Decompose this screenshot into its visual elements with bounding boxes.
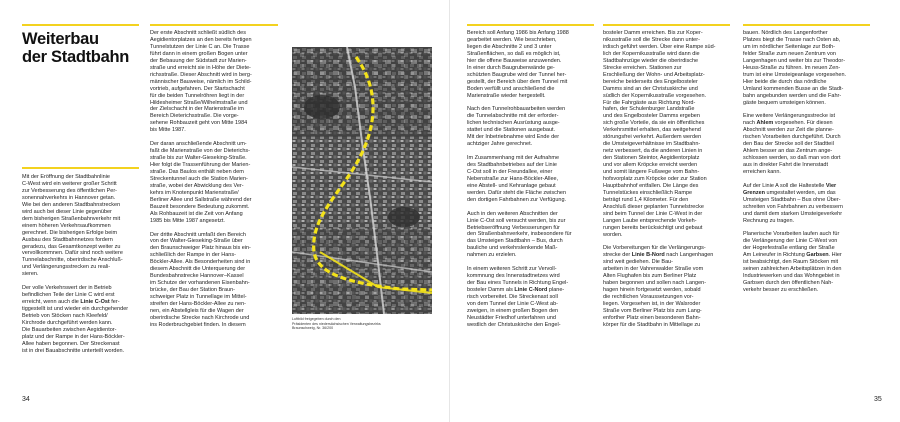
emphasis-text: Linie B-Nord <box>631 252 665 259</box>
right-column-2 <box>603 30 737 336</box>
paragraph: Auf der Linie A soll die Haltestelle Vier Grenzen umgestaltet werden, um das Umsteigen Stadtbahn – Bus ohne Über- schreiten von Fahrbahnen zu verbessern und damit dem starken Umsteigeverkehr Rechnung zu tragen. <box>743 182 843 224</box>
emphasis-text: Ahlem <box>756 120 774 127</box>
page-number-right: 35 <box>874 396 882 403</box>
page-number-left: 34 <box>22 396 30 403</box>
paragraph: Auch in den weiteren Abschnitten der Linie C-Ost soll versucht werden, bis zur Betriebseröffnung Verbesserungen für den Straßenbahnverkehr, insbesondere für das Umsteigen Stadtbahn – Bus, durch bauliche und verkehrslenkende Maß- nahmen zu erzielen. <box>467 210 572 259</box>
paragraph: Planerische Vorarbeiten laufen auch für die Verlängerung der Linie C-West von der Hogrefestraße entlang der Straße Am Leineufer in Richtung Garbsen. Hier ist beabsichtigt, den Raum Stöcken mit seinen zahlreichen Arbeitsplätzen in den Industriewerken und das Wohngebiet in Garbsen durch den öffentlichen Nah- verkehr besser zu erschließen. <box>743 231 842 294</box>
emphasis-text: Vier Grenzen <box>743 182 837 196</box>
headline-rule <box>22 24 139 26</box>
emphasis-text: Linie C-Ost <box>80 299 110 306</box>
paragraph: Nach den Tunnelrohbauarbeiten werden die Tunnelabschnitte mit der erforder- lichen technischen Ausrüstung ausge- stattet und die Stationen ausgebaut. Mit der Inbetriebnahme wird Ende der achtziger Jahre gerechnet. <box>467 106 566 148</box>
paragraph: Eine weitere Verlängerungsstrecke ist nach Ahlem vorgesehen. Für diesen Abschnitt werden zur Zeit die planne- rischen Vorarbeiten durchgeführt. Durch den Bau der Strecke soll der Stadtteil Ahlem besser an das Zentrum ange- schlossen werden, so daß man von dort aus in direkter Fahrt die Innenstadt erreichen kann. <box>743 113 841 175</box>
paragraph: Der volle Verkehrswert der in Betrieb befindlichen Teile der Linie C wird erst erreicht, wenn auch die Linie C-Ost fer- tiggestellt ist und wieder ein durchgehender Betrieb von Stöcken nach Kleefeld/ Kirchrode durchgeführt werden kann. Die Bauarbeiten zwischen Aegidientor- platz und der Rampe in der Hans-Böckler- Allee haben begonnen. Der Streckenast ist in drei Bauabschnitte unterteilt worden. <box>22 285 129 354</box>
column2-rule <box>603 24 730 26</box>
aerial-photo <box>292 47 432 314</box>
photo-caption: Luftbild freigegeben durch den Präsidenten des niedersächsischen Verwaltungsbezirks Braunschweig, Nr. 36/200 <box>292 317 381 331</box>
paragraph: Der dritte Abschnitt umfaßt den Bereich von der Walter-Gieseking-Straße über den Braunschweiger Platz hinaus bis ein- schließlich der Rampe in der Hans- Böckler-Allee. Als Besonderheiten sind in diesem Abschnitt die Unterquerung der Bundesbahnstrecke Hannover–Kassel im Schutze der vorhandenen Eisenbahn- brücke, der Bau der Station Braun- schweiger Platz in Tunnellage im Mittel- streifen der Hans-Böckler-Allee zu nen- nen, ein Abstellgleis für die Wagen der oberirdische Strecke nach Kirchrode und ins Roderbruchgebiet finden. In diesem <box>150 231 251 328</box>
left-column-1 <box>22 174 143 362</box>
left-column-2 <box>150 30 282 336</box>
column2-rule <box>150 24 278 26</box>
paragraph: Im Zusammenhang mit der Aufnahme des Stadtbahnbetriebes auf der Linie C-Ost soll in der Freundallee, einer Nebenstraße zur Hans-Böckler-Allee, eine Abstell- und Kehranlage gebaut werden. Dafür steht die Fläche zwischen den dortigen Fahrbahnen zur Verfügung. <box>467 155 567 203</box>
column1-rule <box>467 24 594 26</box>
paragraph: Der daran anschließende Abschnitt um- faßt die Marienstraße von der Dieterichs- straße bis zur Walter-Gieseking-Straße. Hier folgt die Trassenführung der Marien- straße. Das Baulos enthält neben dem Streckentunnel auch die Station Marien- straße, wobei der Abwicklung des Ver- kehrs im Knotenpunkt Marienstraße/ Berliner Allee und Sallstraße während der Bauzeit besondere Bedeutung zukommt. Als Rohbauzeit ist die Zeit von Anfang 1985 bis Mitte 1987 angesetzt. <box>150 141 252 224</box>
column3-rule <box>743 24 870 26</box>
emphasis-text: Garbsen <box>806 252 829 259</box>
column1-rule <box>22 167 139 169</box>
paragraph: Der erste Abschnitt schließt südlich des Aegidientorplatzes an den bereits fertigen Tunnelstutzen der Linie C an. Die Trasse führt dann in einem großen Bogen unter der Bebauung der Südstadt zur Marien- straße und erreicht sie in Höhe der Diete- richsstraße. Dieser Abschnitt wird in berg- männischer Bauweise, nämlich im Schild- vortrieb, aufgefahren. Der Startschacht für die beiden Tunnelröhren liegt in der Hildesheimer Straße/Wilhelmstraße und der Zielschacht in der Marienstraße im Bereich Dieterichsstraße. Die vorge- sehene Rohbauzeit geht von Mitte 1984 bis Mitte 1987. <box>150 30 252 134</box>
paragraph: Mit der Eröffnung der Stadtbahnlinie C-West wird ein weiterer großer Schritt zur Verbesserung des öffentlichen Per- sonennahverkehrs in Hannover getan. Wie bei den anderen Stadtbahnstrecken wird auch bei dieser Linie gegenüber dem bisherigen Straßenbahnverkehr mit einem höheren Verkehrsaufkommen gerechnet. Die bisherigen Erfolge beim Ausbau des Stadtbahnnetzes fordern geradezu, das Gesamtkonzept weiter zu vervollkommnen. Dafür sind noch weitere Tunnelabschnitte, oberirdische Anschluß- und Verlängerungsstrecken zu reali- sieren. <box>22 174 123 278</box>
right-column-1 <box>467 30 598 336</box>
right-column-3 <box>743 30 877 301</box>
paragraph: In einem weiteren Schritt zur Vervoll- kommnung des Innenstadtnetzes wird der Bau eines Tunnels in Richtung Engel- bosteler Damm als Linie C-Nord plane- risch vorbereitet. Die Streckenast soll von dem Tunnel der Linie C-West ab- zweigen, in einem großen Bogen den Neustädter Friedhof unterfahren und westlich der Christuskirche den Engel- <box>467 266 569 328</box>
headline: Weiterbau der Stadtbahn <box>22 30 130 66</box>
paragraph: bauen. Nördlich des Langenforther Platzes biegt die Trasse nach Osten ab, um im nördlicher Seitenlage zur Both- felder Straße zum neuen Zentrum von Langenhagen und weiter bis zur Theodor- Heuss-Straße zu führen. Im neuen Zen- trum ist eine Umsteigeanlage vorgesehen. Hier beide die durch das nördliche Umland kommenden Busse an die Stadt- bahn angebunden werden und die Fahr- gäste bequem umsteigen können. <box>743 30 847 106</box>
right-page <box>450 0 900 422</box>
paragraph: bosteler Damm erreichen. Bis zur Koper- nikusstraße soll die Strecke dann unter- irdisch geführt werden. Über eine Rampe süd- lich der Kopernikusstraße wird dann die Stadtbahnzüge wieder die oberirdische Strecke erreichen. Stationen zur Erschließung der Wohn- und Arbeitsplatz- bereiche beiderseits des Engelbosteler Damms sind an der Christuskirche und südlich der Kopernikusstraße vorgesehen. Für die Fahrgäste aus Richtung Nord- hafen, der Schulenburger Landstraße und des Engelbosteler Damms ergeben sich große Vorteile, da sie ein öffentliches Verkehrsmittel erhalten, das weitgehend störungsfrei verkehrt. Außerdem werden die Umsteigeverhältnisse im Stadtbahn- netz verbessert, da die anderen Linien in den Stationen Steintor, Aegidientorplatz und vor allem Kröpcke erreicht werden und somit längere Fußwege vom Bahn- hofsvorplatz zum Kröpcke oder zur Station Hauptbahnhof entfallen. Die Länge des Tunnelstückes einschließlich Rampe beträgt rund 1,4 Kilometer. Für den Anschluß dieser geplanten Tunnelstrecke sind beim Tunnel der Linie C-West in der Langen Laube entsprechende Vorkeh- rungen bereits berücksichtigt und gebaut worden. <box>603 30 716 238</box>
paragraph: Die Vorbereitungen für die Verlängerungs- strecke der Linie B-Nord nach Langenhagen sind weit gediehen. Die Bau- arbeiten in der Vahrenwalder Straße vom Alten Flughafen bis zum Berliner Platz haben begonnen und sollen nach Langen- hagen hinein fortgesetzt werden, sobald die rechtlichen Voraussetzungen vor- liegen. Vorgesehen ist, in der Walsroder Straße vom Berliner Platz bis zum Lang- enforther Platz einen besonderen Bahn- körper für die Stadtbahn in Mittellage zu <box>603 245 714 328</box>
emphasis-text: Linie C-Nord <box>514 287 548 294</box>
aerial-photo-image <box>292 47 432 314</box>
paragraph: Bereich soll Anfang 1986 bis Anfang 1988 gearbeitet werden. Wie beschrieben, liegen die Abschnitte 2 und 3 unter Straßenflächen, so daß es möglich ist, hier die offene Bauweise anzuwenden. In einer durch Baugrubenwände ge- schützten Baugrube wird der Tunnel her- gestellt, der Bereich über dem Tunnel mit Boden verfüllt und anschließend die Marienstraße wieder hergestellt. <box>467 30 569 99</box>
